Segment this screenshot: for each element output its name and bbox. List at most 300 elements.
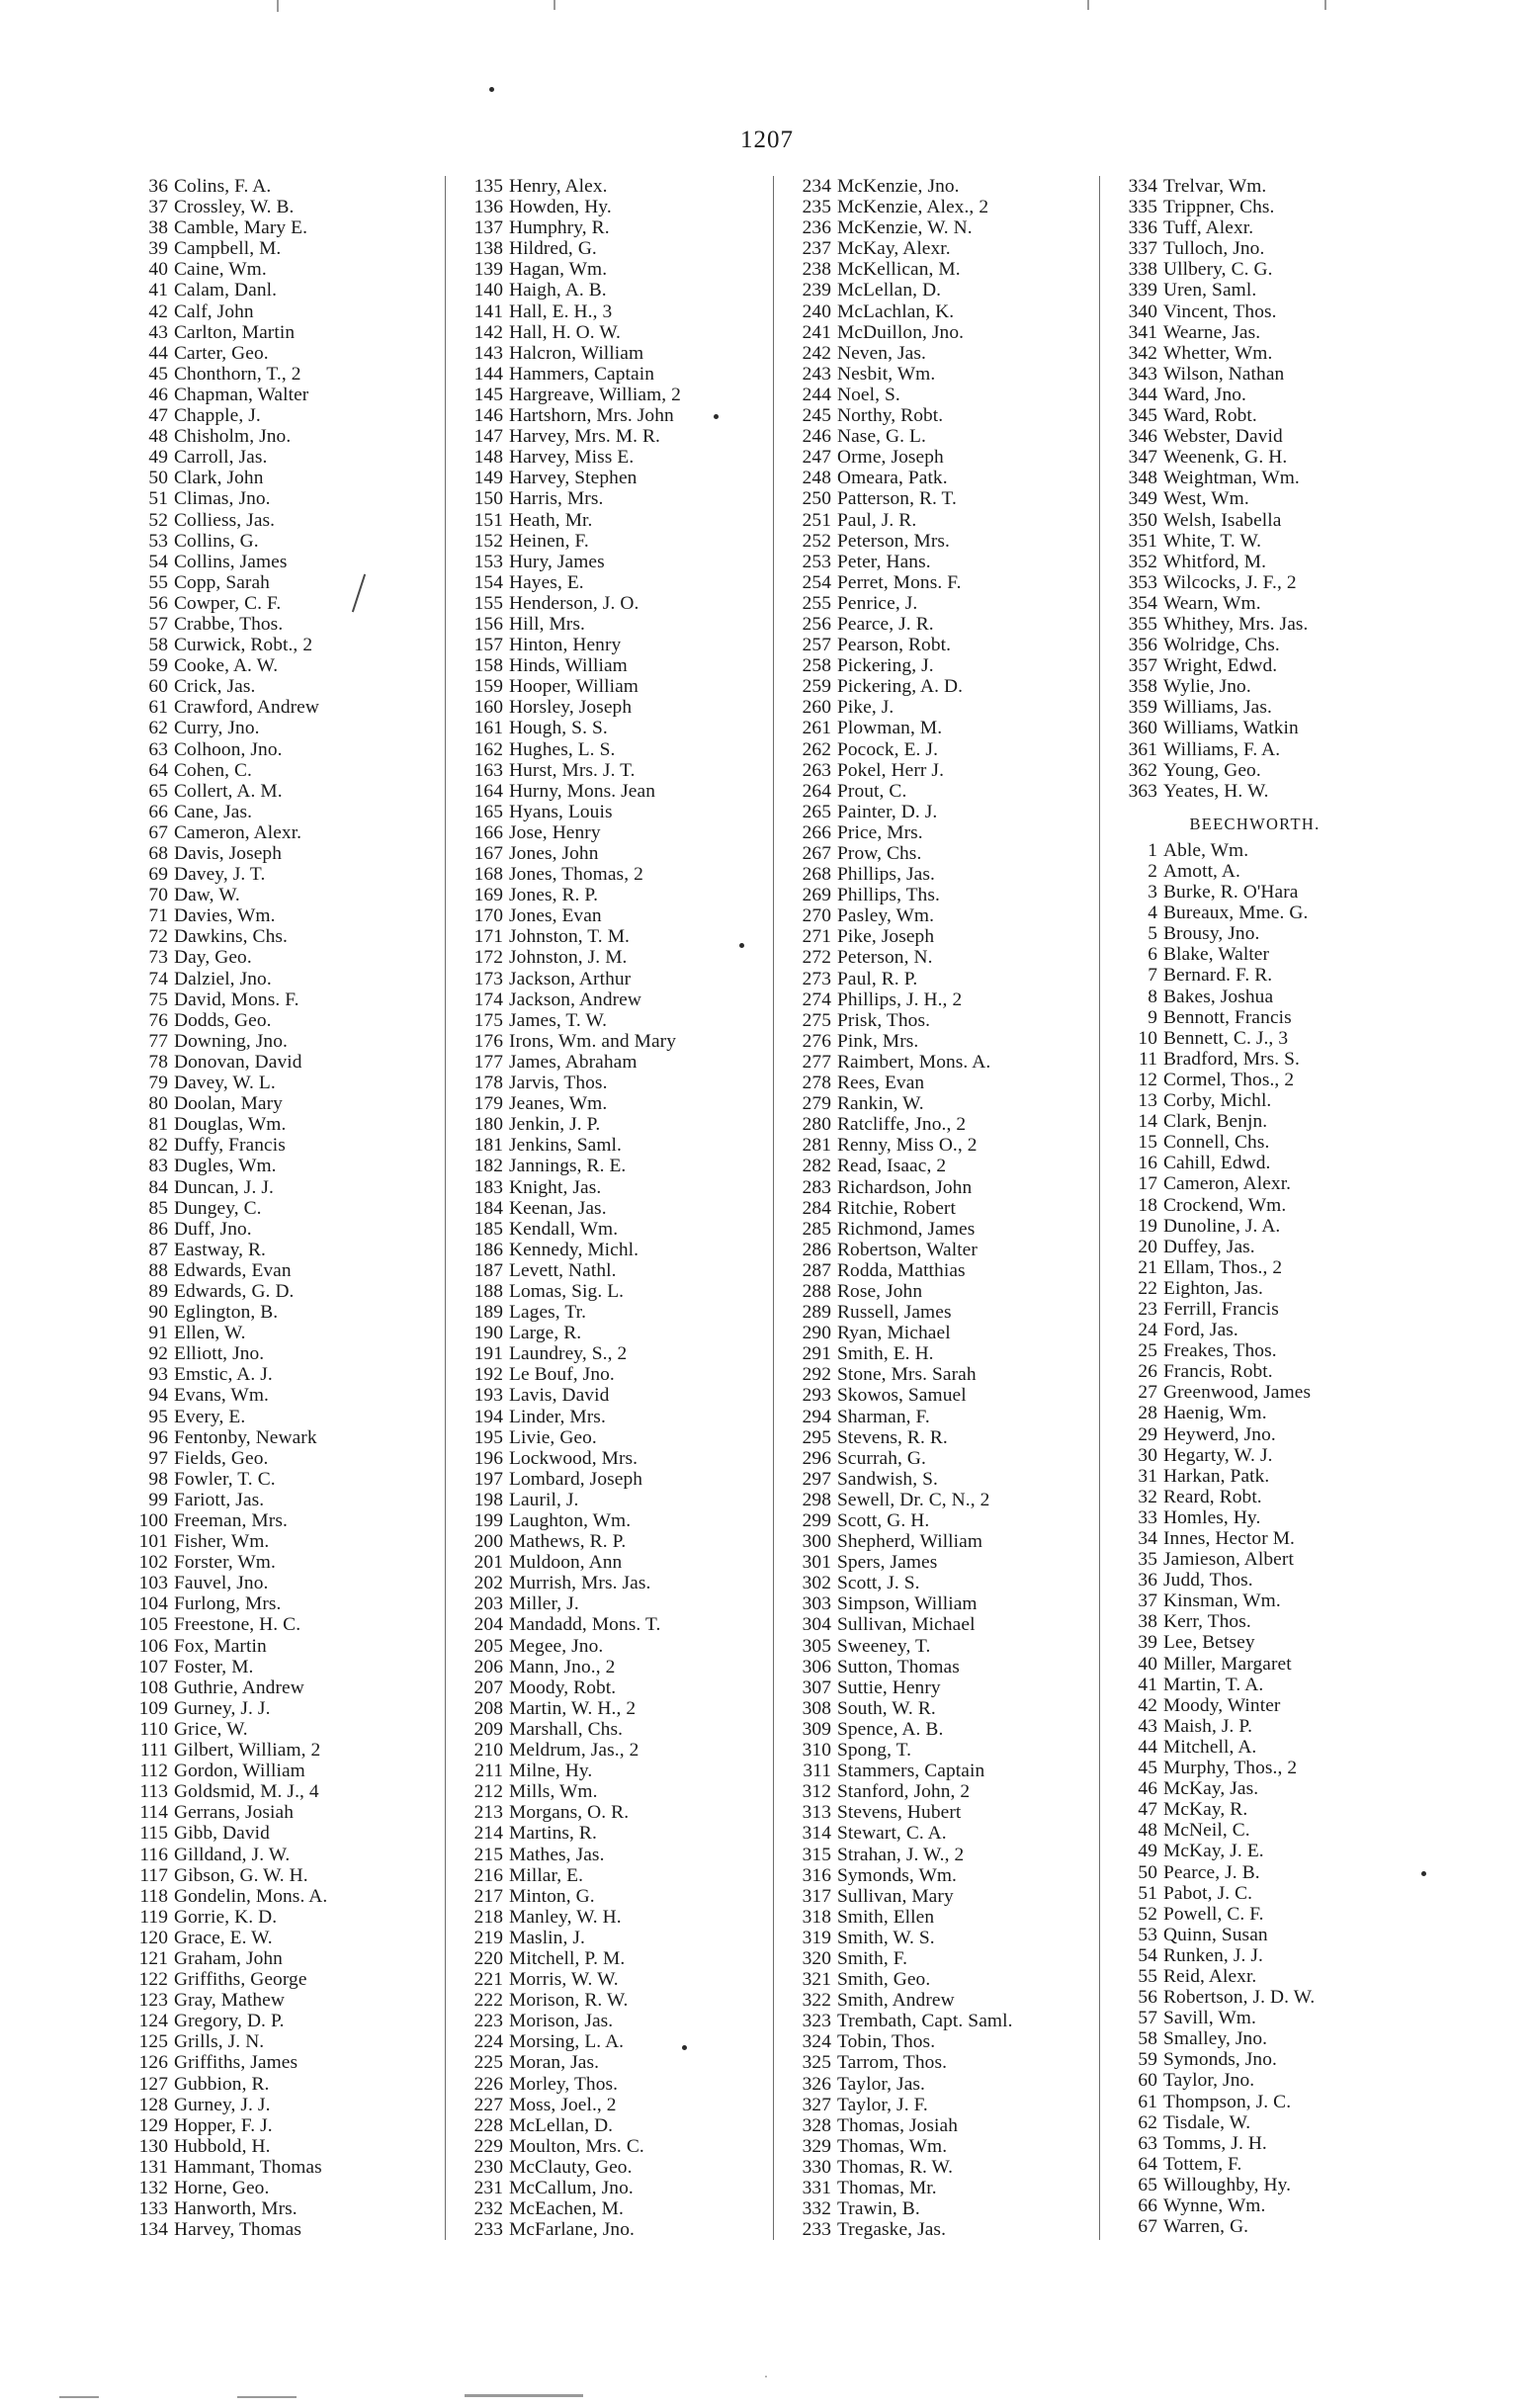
list-item-number: 305	[802, 1635, 831, 1657]
list-item-name: Rodda, Matthias	[837, 1259, 966, 1281]
list-item-number: 283	[802, 1176, 831, 1198]
list-item	[134, 364, 445, 385]
list-item-number: 39	[1138, 1632, 1157, 1654]
list-item	[469, 1260, 773, 1281]
list-item	[469, 1677, 773, 1698]
list-item-number: 186	[473, 1239, 503, 1260]
list-item-name: Hall, E. H., 3	[509, 301, 613, 322]
list-item-name: Downing, Jno.	[174, 1030, 288, 1052]
list-item	[469, 864, 773, 885]
list-item-number: 130	[138, 2135, 168, 2157]
list-item-name: Hegarty, W. J.	[1163, 1444, 1273, 1466]
list-item	[134, 322, 445, 343]
column-1	[127, 176, 445, 2240]
list-item-number: 21	[1138, 1256, 1157, 1278]
list-item	[798, 1490, 1099, 1510]
list-item-name: Gibson, G. W. H.	[174, 1864, 308, 1886]
list-item-number: 163	[473, 759, 503, 781]
list-item-number: 211	[474, 1761, 503, 1782]
list-item	[1124, 1695, 1413, 1716]
list-item	[1124, 1007, 1413, 1028]
list-item-name: Morison, Jas.	[509, 2011, 614, 2032]
list-item-number: 26	[1138, 1361, 1157, 1383]
list-item-number: 89	[148, 1280, 168, 1302]
list-item	[134, 238, 445, 259]
list-item-name: Moody, Winter	[1163, 1694, 1281, 1716]
list-item-number: 134	[138, 2219, 168, 2241]
list-item-name: Duffey, Jas.	[1163, 1236, 1255, 1257]
list-item-name: Smith, W. S.	[837, 1927, 935, 1948]
list-item-number: 351	[1128, 530, 1157, 552]
list-item	[1124, 944, 1413, 965]
list-item-number: 264	[802, 780, 831, 802]
list-item-name: Furlong, Mrs.	[174, 1593, 282, 1615]
list-item-name: Innes, Hector M.	[1163, 1528, 1295, 1549]
list-item	[798, 1219, 1099, 1240]
list-item-number: 85	[148, 1197, 168, 1219]
list-item-name: Ferrill, Francis	[1163, 1298, 1279, 1320]
list-item	[1124, 488, 1413, 509]
list-item-number: 187	[473, 1259, 503, 1281]
list-item-number: 298	[802, 1489, 831, 1510]
list-item	[798, 2095, 1099, 2115]
list-item	[1124, 1487, 1413, 1507]
list-item-name: Harvey, Thomas	[174, 2219, 302, 2241]
list-item-number: 250	[802, 488, 831, 510]
list-item-number: 28	[1138, 1403, 1157, 1424]
list-item	[1124, 1361, 1413, 1382]
list-item-number: 94	[148, 1385, 168, 1407]
list-item-number: 75	[148, 989, 168, 1010]
list-item	[1124, 1299, 1413, 1320]
list-item-number: 37	[1138, 1591, 1157, 1612]
list-item	[469, 385, 773, 405]
list-item-number: 38	[1138, 1611, 1157, 1633]
list-item-name: Harvey, Mrs. M. R.	[509, 426, 660, 448]
list-item	[1124, 1758, 1413, 1778]
list-item	[134, 593, 445, 614]
list-item	[1124, 405, 1413, 426]
list-item-name: David, Mons. F.	[174, 989, 299, 1010]
list-item-name: Lavis, David	[509, 1385, 610, 1407]
list-item-number: 222	[473, 1990, 503, 2012]
list-item	[798, 655, 1099, 676]
list-item-number: 65	[1138, 2174, 1157, 2195]
list-item-number: 201	[473, 1552, 503, 1574]
list-item-name: Cormel, Thos., 2	[1163, 1069, 1295, 1090]
list-item	[469, 1781, 773, 1802]
list-item-name: Kendall, Wm.	[509, 1218, 619, 1240]
list-item-number: 106	[138, 1635, 168, 1657]
list-item	[1124, 903, 1413, 923]
list-item-name: Tobin, Thos.	[837, 2031, 936, 2053]
list-item	[798, 1781, 1099, 1802]
list-item-name: Cowper, C. F.	[174, 592, 282, 614]
list-item-number: 164	[473, 780, 503, 802]
list-item-number: 328	[802, 2114, 831, 2136]
list-item	[798, 1031, 1099, 1052]
list-item	[469, 969, 773, 989]
list-item-number: 12	[1138, 1069, 1157, 1090]
list-item	[469, 488, 773, 509]
list-item	[134, 1845, 445, 1865]
list-item-name: Jones, R. P.	[509, 885, 599, 906]
list-item-name: Amott, A.	[1163, 861, 1240, 882]
list-item-name: Gerrans, Josiah	[174, 1802, 295, 1824]
list-item-number: 76	[148, 1009, 168, 1031]
list-item	[469, 1240, 773, 1260]
list-item-number: 268	[802, 864, 831, 886]
list-item-number: 92	[148, 1343, 168, 1365]
list-item-number: 342	[1128, 342, 1157, 364]
list-item-number: 35	[1138, 1549, 1157, 1571]
list-item-number: 57	[148, 613, 168, 635]
list-item-number: 261	[802, 718, 831, 739]
list-item	[134, 1198, 445, 1219]
list-item-name: Haigh, A. B.	[509, 280, 607, 301]
column-3-entries	[798, 176, 1099, 2240]
list-item	[1124, 1173, 1413, 1194]
list-item-number: 82	[148, 1135, 168, 1157]
list-item-name: West, Wm.	[1163, 488, 1249, 510]
list-item-number: 55	[148, 571, 168, 593]
list-item-number: 6	[1148, 944, 1157, 966]
list-item-name: Fentonby, Newark	[174, 1426, 317, 1448]
list-item-name: Price, Mrs.	[837, 821, 923, 843]
list-item-number: 193	[473, 1385, 503, 1407]
list-item-name: Skowos, Samuel	[837, 1385, 967, 1407]
list-item	[134, 2074, 445, 2095]
list-item-name: Trippner, Chs.	[1163, 197, 1275, 218]
list-item	[1124, 781, 1413, 802]
list-item	[798, 1156, 1099, 1176]
list-item-name: Tottem, F.	[1163, 2153, 1242, 2175]
list-item-number: 141	[473, 301, 503, 322]
list-item-name: Gilldand, J. W.	[174, 1844, 291, 1865]
page-number: 1207	[740, 127, 794, 153]
list-item-name: Halcron, William	[509, 342, 644, 364]
list-item-number: 318	[802, 1906, 831, 1928]
list-item	[1124, 1862, 1413, 1883]
list-item-number: 113	[139, 1781, 168, 1803]
list-item-name: McDuillon, Jno.	[837, 321, 965, 343]
list-item-number: 120	[138, 1927, 168, 1948]
list-item-number: 197	[473, 1468, 503, 1490]
list-item-name: Moran, Jas.	[509, 2052, 600, 2074]
list-item	[798, 572, 1099, 593]
list-item-name: Forster, Wm.	[174, 1552, 276, 1574]
list-item	[798, 718, 1099, 738]
list-item	[469, 947, 773, 968]
list-item-name: Quinn, Susan	[1163, 1924, 1268, 1945]
list-item	[134, 718, 445, 738]
list-item-number: 196	[473, 1447, 503, 1469]
list-item	[469, 364, 773, 385]
list-item-name: Grace, E. W.	[174, 1927, 273, 1948]
list-item-name: Guthrie, Andrew	[174, 1677, 304, 1698]
list-item	[469, 1281, 773, 1302]
list-item	[469, 926, 773, 947]
list-item-number: 131	[138, 2156, 168, 2178]
list-item-number: 274	[802, 989, 831, 1010]
column-2-entries	[469, 176, 773, 2240]
list-item-name: Able, Wm.	[1163, 839, 1249, 861]
list-item-number: 224	[473, 2031, 503, 2053]
list-item	[469, 739, 773, 760]
list-item-name: Heath, Mr.	[509, 509, 593, 531]
section-heading-beechworth: BEECHWORTH.	[1189, 814, 1321, 833]
list-item-name: James, Abraham	[509, 1051, 638, 1073]
list-item-number: 239	[802, 280, 831, 301]
list-item-number: 81	[148, 1114, 168, 1136]
list-item-name: James, T. W.	[509, 1009, 608, 1031]
list-item-name: Linder, Mrs.	[509, 1406, 606, 1427]
list-item-name: Trawin, B.	[837, 2198, 920, 2220]
list-item-name: Smith, Andrew	[837, 1990, 955, 2012]
list-item-number: 173	[473, 968, 503, 989]
list-item	[798, 1073, 1099, 1093]
list-item-number: 181	[473, 1135, 503, 1157]
list-item-number: 114	[139, 1802, 168, 1824]
list-item	[1124, 1070, 1413, 1090]
list-item-number: 229	[473, 2135, 503, 2157]
list-item	[798, 447, 1099, 468]
list-item-number: 80	[148, 1093, 168, 1115]
list-item-name: Sutton, Thomas	[837, 1656, 960, 1677]
list-item-number: 281	[802, 1135, 831, 1157]
list-item-number: 64	[148, 759, 168, 781]
list-item-name: Pearce, J. R.	[837, 613, 934, 635]
list-item-name: Fauvel, Jno.	[174, 1573, 269, 1594]
list-item	[1124, 1049, 1413, 1070]
list-item-number: 214	[473, 1823, 503, 1845]
list-item-name: Peterson, Mrs.	[837, 530, 950, 552]
list-item	[798, 1281, 1099, 1302]
list-item	[469, 2198, 773, 2219]
list-item-name: Henderson, J. O.	[509, 592, 639, 614]
list-item	[134, 1177, 445, 1198]
list-item-name: McCallum, Jno.	[509, 2178, 634, 2198]
list-item	[798, 531, 1099, 552]
list-item-name: Curry, Jno.	[174, 718, 260, 739]
list-item-number: 269	[802, 885, 831, 906]
list-item	[798, 1928, 1099, 1948]
list-item	[1124, 2028, 1413, 2049]
list-item-name: Trembath, Capt. Saml.	[837, 2011, 1013, 2032]
list-item-name: Elliott, Jno.	[174, 1343, 265, 1365]
list-item-name: Heinen, F.	[509, 530, 589, 552]
list-item	[798, 760, 1099, 781]
list-item	[469, 905, 773, 926]
list-item	[798, 1573, 1099, 1593]
list-item-name: Greenwood, James	[1163, 1382, 1312, 1404]
list-item-name: Phillips, Ths.	[837, 885, 940, 906]
list-item	[134, 781, 445, 802]
list-item-name: Eastway, R.	[174, 1239, 267, 1260]
list-item-number: 191	[473, 1343, 503, 1365]
list-item-name: Simpson, William	[837, 1593, 978, 1615]
list-item-name: Plowman, M.	[837, 718, 943, 739]
list-item-name: Duncan, J. J.	[174, 1176, 274, 1198]
edge-tick	[277, 0, 279, 12]
list-item-name: Spong, T.	[837, 1740, 912, 1762]
list-item	[469, 2074, 773, 2095]
list-item-number: 156	[473, 613, 503, 635]
list-item-name: Pabot, J. C.	[1163, 1882, 1253, 1904]
list-item-name: Burke, R. O'Hara	[1163, 882, 1299, 903]
list-item-name: Symonds, Jno.	[1163, 2049, 1277, 2071]
list-item-name: Cahill, Edwd.	[1163, 1153, 1271, 1174]
list-item-number: 279	[802, 1093, 831, 1115]
list-item	[134, 280, 445, 301]
list-item	[1124, 259, 1413, 280]
list-item	[798, 488, 1099, 509]
list-item-name: Morris, W. W.	[509, 1969, 619, 1991]
list-item-name: Cameron, Alexr.	[1163, 1173, 1292, 1195]
list-item-number: 51	[148, 488, 168, 510]
list-item	[798, 217, 1099, 238]
list-item-name: Paul, R. P.	[837, 968, 918, 989]
list-item	[469, 217, 773, 238]
list-item	[798, 614, 1099, 635]
list-item	[798, 1823, 1099, 1844]
list-item	[134, 926, 445, 947]
list-item-name: Day, Geo.	[174, 947, 252, 969]
list-item	[134, 1364, 445, 1385]
list-item-number: 40	[148, 259, 168, 281]
list-item-name: McKellican, M.	[837, 259, 961, 281]
list-item-name: Collins, G.	[174, 530, 259, 552]
list-item-name: Manley, W. H.	[509, 1906, 622, 1928]
list-item-number: 50	[148, 468, 168, 489]
list-item	[469, 1802, 773, 1823]
list-item-name: Penrice, J.	[837, 592, 918, 614]
list-item	[469, 1052, 773, 1073]
list-item-number: 45	[148, 363, 168, 385]
list-item-number: 209	[473, 1718, 503, 1740]
list-item-name: Eglington, B.	[174, 1302, 279, 1324]
list-item-number: 71	[148, 905, 168, 927]
ink-speck	[1421, 1871, 1426, 1876]
list-item-number: 292	[802, 1364, 831, 1386]
list-item-name: Hubbold, H.	[174, 2135, 271, 2157]
list-item-number: 184	[473, 1197, 503, 1219]
list-item-name: Webster, David	[1163, 426, 1283, 448]
list-item-name: Rankin, W.	[837, 1093, 924, 1115]
list-item	[798, 864, 1099, 885]
column-4	[1099, 176, 1413, 2240]
list-item-number: 20	[1138, 1236, 1157, 1257]
list-item	[798, 1593, 1099, 1614]
list-item	[469, 552, 773, 572]
list-item-number: 203	[473, 1593, 503, 1615]
list-item-number: 267	[802, 843, 831, 864]
list-item-number: 189	[473, 1302, 503, 1324]
list-item-name: Goldsmid, M. J., 4	[174, 1781, 319, 1803]
list-item	[798, 1948, 1099, 1969]
list-item	[134, 947, 445, 968]
list-item-name: Sewell, Dr. C, N., 2	[837, 1489, 990, 1510]
list-item-name: Pickering, A. D.	[837, 676, 964, 698]
list-item-number: 96	[148, 1426, 168, 1448]
list-item	[134, 301, 445, 322]
list-item-name: Sandwish, S.	[837, 1468, 938, 1490]
list-item-number: 38	[148, 217, 168, 239]
list-item	[134, 343, 445, 364]
list-item-name: McKenzie, Jno.	[837, 176, 960, 197]
list-item	[798, 1343, 1099, 1364]
list-item-name: Fowler, T. C.	[174, 1468, 276, 1490]
list-item	[469, 1135, 773, 1156]
list-item-name: Davies, Wm.	[174, 905, 276, 927]
list-item	[469, 1948, 773, 1969]
list-item-name: Taylor, Jas.	[837, 2073, 925, 2095]
list-item-number: 129	[138, 2114, 168, 2136]
list-item	[1124, 2112, 1413, 2133]
list-item-name: Hammers, Captain	[509, 363, 654, 385]
list-item	[134, 1010, 445, 1031]
list-item-name: Daw, W.	[174, 885, 240, 906]
list-item-number: 7	[1148, 965, 1157, 987]
list-item	[1124, 1904, 1413, 1925]
list-item-name: Harkan, Patk.	[1163, 1465, 1270, 1487]
list-item-name: Harris, Mrs.	[509, 488, 604, 510]
list-item-name: Mitchell, P. M.	[509, 1947, 626, 1969]
list-item-name: Young, Geo.	[1163, 759, 1261, 781]
list-item-number: 190	[473, 1323, 503, 1344]
list-item	[469, 1928, 773, 1948]
list-item-name: Spence, A. B.	[837, 1718, 944, 1740]
list-item-name: Willoughby, Hy.	[1163, 2174, 1292, 2195]
list-item	[469, 322, 773, 343]
list-item	[469, 197, 773, 217]
list-item-name: Uren, Saml.	[1163, 280, 1257, 301]
list-item-name: Williams, Watkin	[1163, 718, 1299, 739]
list-item	[134, 1886, 445, 1907]
list-item	[469, 697, 773, 718]
list-item-name: Jackson, Arthur	[509, 968, 632, 989]
list-item-name: Moulton, Mrs. C.	[509, 2135, 644, 2157]
column-4-entries	[1124, 176, 1413, 802]
column-1-entries	[134, 176, 445, 2240]
list-item	[469, 1219, 773, 1240]
list-item-number: 72	[148, 926, 168, 948]
list-item-number: 355	[1128, 613, 1157, 635]
list-item	[798, 1552, 1099, 1573]
list-item-number: 252	[802, 530, 831, 552]
list-item-number: 273	[802, 968, 831, 989]
list-item-name: Megee, Jno.	[509, 1635, 604, 1657]
list-item-number: 228	[473, 2114, 503, 2136]
list-item-name: Wilson, Nathan	[1163, 363, 1285, 385]
list-item	[1124, 1132, 1413, 1153]
list-item	[469, 1698, 773, 1719]
list-item-number: 282	[802, 1156, 831, 1177]
list-item-name: Raimbert, Mons. A.	[837, 1051, 991, 1073]
list-item-name: Lockwood, Mrs.	[509, 1447, 639, 1469]
list-item	[469, 593, 773, 614]
list-item-number: 61	[148, 697, 168, 719]
list-item-name: Laundrey, S., 2	[509, 1343, 628, 1365]
list-item	[1124, 861, 1413, 882]
list-item	[798, 1886, 1099, 1907]
list-item-name: Carroll, Jas.	[174, 447, 268, 469]
list-item-number: 138	[473, 238, 503, 260]
list-item-number: 170	[473, 905, 503, 927]
list-item-number: 241	[802, 321, 831, 343]
list-item-name: Bernard. F. R.	[1163, 965, 1273, 987]
list-item	[798, 552, 1099, 572]
